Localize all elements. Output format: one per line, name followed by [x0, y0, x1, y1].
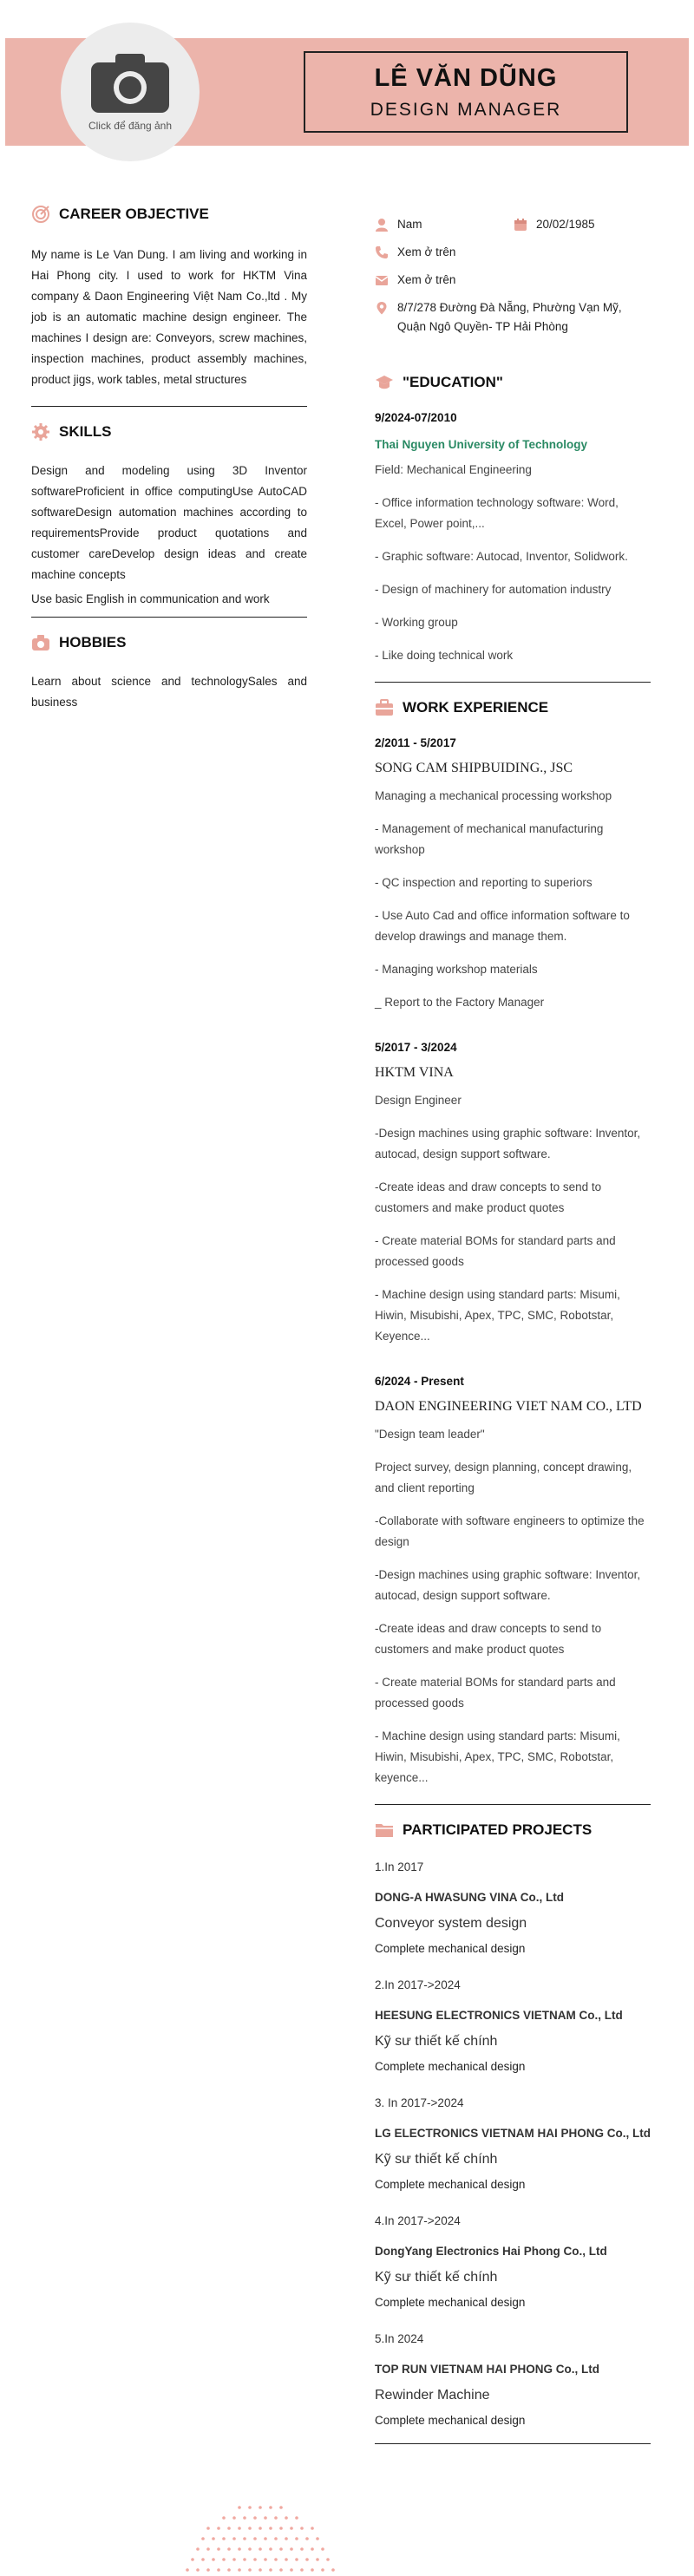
- phone-field: [375, 243, 651, 262]
- job-company: DAON ENGINEERING VIET NAM CO., LTD: [375, 1399, 642, 1414]
- project-name: Conveyor system design: [375, 1916, 527, 1931]
- project-company: HEESUNG ELECTRONICS VIETNAM Co., Ltd: [375, 2009, 623, 2022]
- gear-icon: [31, 422, 50, 441]
- project-time: 1.In 2017: [375, 1860, 424, 1873]
- address-value: 8/7/278 Đường Đà Nẵng, Phường Vạn Mỹ, Quận Ngô Quyền- TP Hải Phòng: [397, 301, 622, 333]
- career-objective-text: My name is Le Van Dung. I am living and working in Hai Phong city. I used to work for HKTM Vina company & Daon Engineering Việt Nam Co.,ltd . My job is an automatic machine design engineer. The machines I design are: Conveyors, screw machines, inspection machines, product assembly machines, product jigs, work tables, metal structures: [31, 248, 307, 386]
- project-desc: Complete mechanical design: [375, 2178, 526, 2191]
- birthday-value: 20/02/1985: [536, 218, 595, 231]
- project-entry: [375, 1975, 651, 2077]
- project-name: Kỹ sư thiết kế chính: [375, 2270, 498, 2285]
- education-item: - Like doing technical work: [375, 649, 514, 662]
- work-experience-heading: [375, 698, 651, 717]
- calendar-icon: [514, 218, 527, 232]
- skills-heading: [31, 422, 307, 441]
- job-entry: [375, 1041, 651, 1347]
- divider: [375, 682, 651, 683]
- name-box: [304, 51, 628, 133]
- job-duty: - Managing workshop materials: [375, 963, 538, 976]
- job-duty: -Create ideas and draw concepts to send to customers and make product quotes: [375, 1180, 602, 1214]
- job-duty: - Use Auto Cad and office information software to develop drawings and manage them.: [375, 909, 630, 943]
- job-duty: -Design machines using graphic software: Inventor, autocad, design support software.: [375, 1127, 641, 1161]
- divider: [375, 1804, 651, 1805]
- projects-heading: [375, 1821, 651, 1840]
- project-time: 4.In 2017->2024: [375, 2214, 461, 2227]
- briefcase-icon: [375, 698, 394, 717]
- job-duty: -Collaborate with software engineers to optimize the design: [375, 1514, 645, 1548]
- job-entry: [375, 1375, 651, 1788]
- phone-icon: [375, 245, 389, 259]
- project-time: 2.In 2017->2024: [375, 1978, 461, 1991]
- hobbies-heading: [31, 633, 307, 652]
- work-experience-title: WORK EXPERIENCE: [403, 699, 549, 716]
- project-name: Kỹ sư thiết kế chính: [375, 2152, 498, 2167]
- job-duty: _ Report to the Factory Manager: [375, 996, 545, 1009]
- divider: [31, 617, 307, 618]
- project-company: LG ELECTRONICS VIETNAM HAI PHONG Co., Ltd: [375, 2127, 651, 2140]
- project-desc: Complete mechanical design: [375, 2060, 526, 2073]
- email-value: Xem ở trên: [397, 273, 456, 286]
- phone-value: Xem ở trên: [397, 245, 456, 258]
- projects-title: PARTICIPATED PROJECTS: [403, 1821, 593, 1838]
- map-pin-icon: [375, 301, 389, 315]
- project-company: DongYang Electronics Hai Phong Co., Ltd: [375, 2245, 607, 2258]
- graduation-cap-icon: [375, 373, 394, 392]
- job-company: SONG CAM SHIPBUIDING., JSC: [375, 761, 573, 775]
- education-title: "EDUCATION": [403, 374, 503, 390]
- career-objective-heading: [31, 205, 307, 224]
- divider: [31, 406, 307, 407]
- education-item: - Working group: [375, 616, 458, 629]
- job-duty: - Machine design using standard parts: Misumi, Hiwin, Misubishi, Apex, TPC, SMC, Robotstar, Keyence...: [375, 1288, 620, 1343]
- education-school: Thai Nguyen University of Technology: [375, 438, 588, 451]
- job-period: 6/2024 - Present: [375, 1375, 464, 1388]
- hobbies-text: Learn about science and technologySales and business: [31, 675, 307, 709]
- full-name: LÊ VĂN DŨNG: [374, 63, 558, 92]
- project-time: 3. In 2017->2024: [375, 2096, 464, 2109]
- project-items: [375, 1857, 651, 2431]
- job-role: Design Engineer: [375, 1094, 462, 1107]
- job-title: DESIGN MANAGER: [370, 99, 562, 120]
- skills-extra: Use basic English in communication and work: [31, 592, 270, 605]
- skills-text: Design and modeling using 3D Inventor softwareProficient in office computingUse AutoCAD softwareDesign automation machines according to requirementsProvide product quotations and customer careDevelop design ideas and create machine concepts: [31, 464, 307, 581]
- project-desc: Complete mechanical design: [375, 2296, 526, 2309]
- avatar-hint: Click để đăng ảnh: [88, 120, 173, 132]
- right-column: [375, 215, 651, 2444]
- job-period: 2/2011 - 5/2017: [375, 736, 456, 749]
- job-entry: [375, 736, 651, 1013]
- education-items: [375, 493, 651, 666]
- career-objective-title: CAREER OBJECTIVE: [59, 206, 209, 222]
- avatar-upload[interactable]: [61, 23, 200, 161]
- gender-field: [375, 215, 514, 234]
- project-desc: Complete mechanical design: [375, 2414, 526, 2427]
- personal-row-1: [375, 215, 651, 234]
- skills-title: SKILLS: [59, 423, 112, 440]
- divider: [375, 2443, 651, 2444]
- job-duty: Project survey, design planning, concept drawing, and client reporting: [375, 1461, 632, 1494]
- envelope-icon: [375, 273, 389, 287]
- target-icon: [31, 205, 50, 224]
- work-jobs: [375, 736, 651, 1788]
- education-field: Field: Mechanical Engineering: [375, 463, 532, 476]
- education-item: - Office information technology software: Word, Excel, Power point,...: [375, 496, 619, 530]
- job-role: Managing a mechanical processing workshop: [375, 789, 612, 802]
- folder-icon: [375, 1821, 394, 1840]
- education-item: - Design of machinery for automation industry: [375, 583, 612, 596]
- job-duty: - Management of mechanical manufacturing workshop: [375, 822, 604, 856]
- education-period: 9/2024-07/2010: [375, 411, 457, 424]
- education-item: - Graphic software: Autocad, Inventor, Solidwork.: [375, 550, 628, 563]
- job-duty: - Machine design using standard parts: Misumi, Hiwin, Misubishi, Apex, TPC, SMC, Robotstar, keyence...: [375, 1729, 620, 1784]
- job-period: 5/2017 - 3/2024: [375, 1041, 457, 1054]
- project-company: TOP RUN VIETNAM HAI PHONG Co., Ltd: [375, 2363, 600, 2376]
- job-duty: - Create material BOMs for standard parts and processed goods: [375, 1234, 616, 1268]
- job-role: "Design team leader": [375, 1428, 485, 1441]
- project-entry: [375, 2329, 651, 2431]
- left-column: [31, 205, 307, 713]
- project-time: 5.In 2024: [375, 2332, 424, 2345]
- hobbies-title: HOBBIES: [59, 634, 127, 651]
- gender-value: Nam: [397, 218, 422, 231]
- email-field: [375, 271, 651, 290]
- job-duty: -Create ideas and draw concepts to send to customers and make product quotes: [375, 1622, 602, 1656]
- job-duty: - QC inspection and reporting to superiors: [375, 876, 593, 889]
- project-entry: [375, 1857, 651, 1959]
- project-entry: [375, 2211, 651, 2313]
- education-heading: [375, 373, 651, 392]
- address-field: [375, 298, 651, 337]
- project-name: Kỹ sư thiết kế chính: [375, 2034, 498, 2049]
- project-entry: [375, 2093, 651, 2195]
- camera-icon: [31, 633, 50, 652]
- birthday-field: [514, 215, 595, 234]
- project-company: DONG-A HWASUNG VINA Co., Ltd: [375, 1891, 564, 1904]
- project-desc: Complete mechanical design: [375, 1942, 526, 1955]
- decorative-dots: [182, 2502, 338, 2576]
- job-duty: - Create material BOMs for standard parts and processed goods: [375, 1676, 616, 1710]
- job-company: HKTM VINA: [375, 1065, 454, 1080]
- user-icon: [375, 218, 389, 232]
- project-name: Rewinder Machine: [375, 2388, 490, 2403]
- camera-icon: [89, 52, 171, 114]
- job-duty: -Design machines using graphic software: Inventor, autocad, design support software.: [375, 1568, 641, 1602]
